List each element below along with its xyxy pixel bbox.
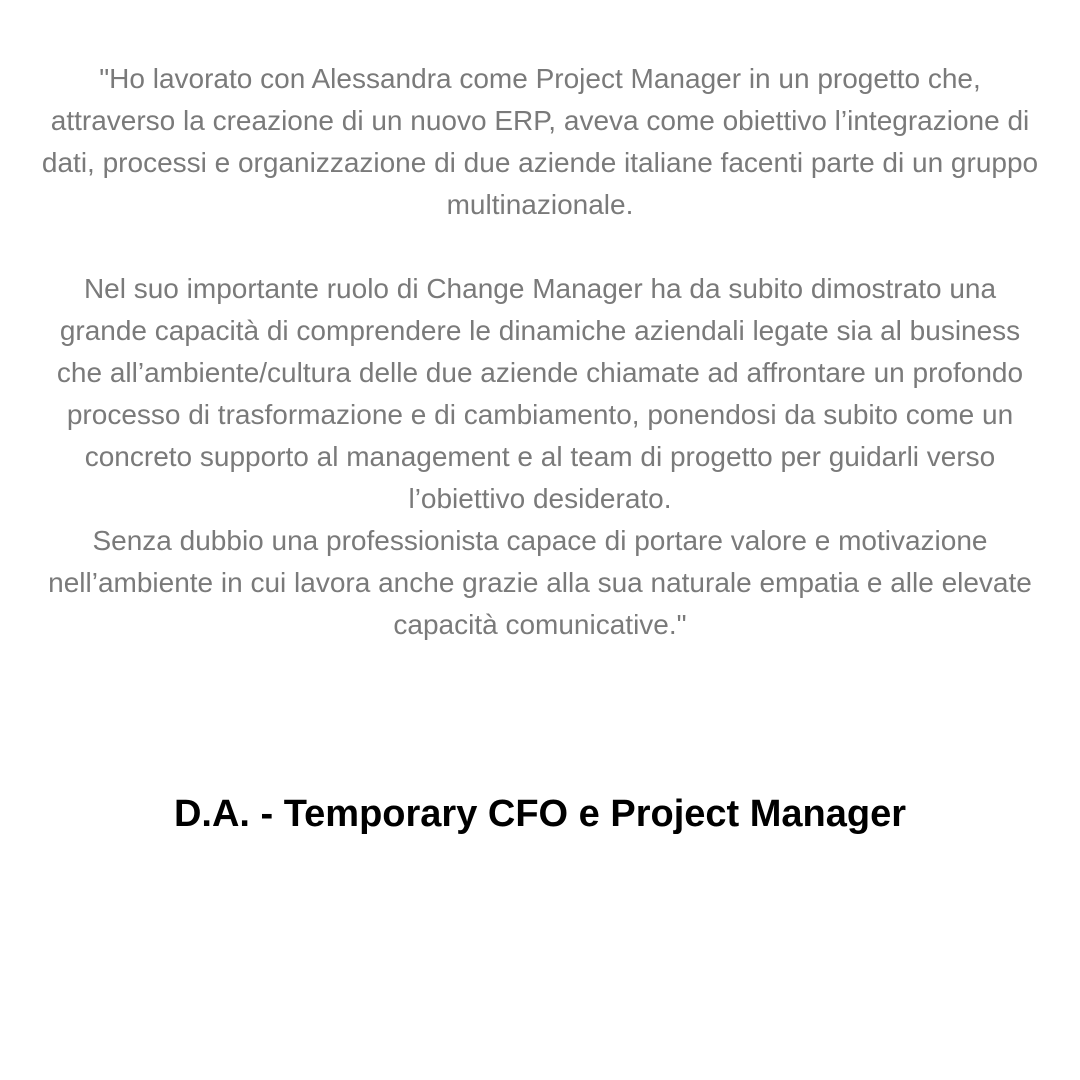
quote-paragraph-intro: "Ho lavorato con Alessandra come Project Manager in un progetto che, attraverso la creazione di un nuovo ERP, aveva come obiettivo l’integrazione di dati, processi e organizzazione di due aziende italiane facenti parte di un gruppo multinazionale. [41, 63, 1039, 220]
author-signature: D.A. - Temporary CFO e Project Manager [173, 793, 907, 835]
quote-paragraph-conclusion: Senza dubbio una professionista capace di portare valore e motivazione nell’ambiente in cui lavora anche grazie alla sua naturale empatia e alle elevate capacità comunicative." [48, 525, 1032, 640]
testimonial-quote [40, 58, 1040, 646]
quote-paragraph-change-manager: Nel suo importante ruolo di Change Manager ha da subito dimostrato una grande capacità di comprendere le dinamiche aziendali legate sia al business che all’ambiente/cultura delle due aziende chiamate ad affrontare un profondo processo di trasformazione e di cambiamento, ponendosi da subito come un concreto supporto al management e al team di progetto per guidarli verso l’obiettivo desiderato. [56, 273, 1024, 514]
